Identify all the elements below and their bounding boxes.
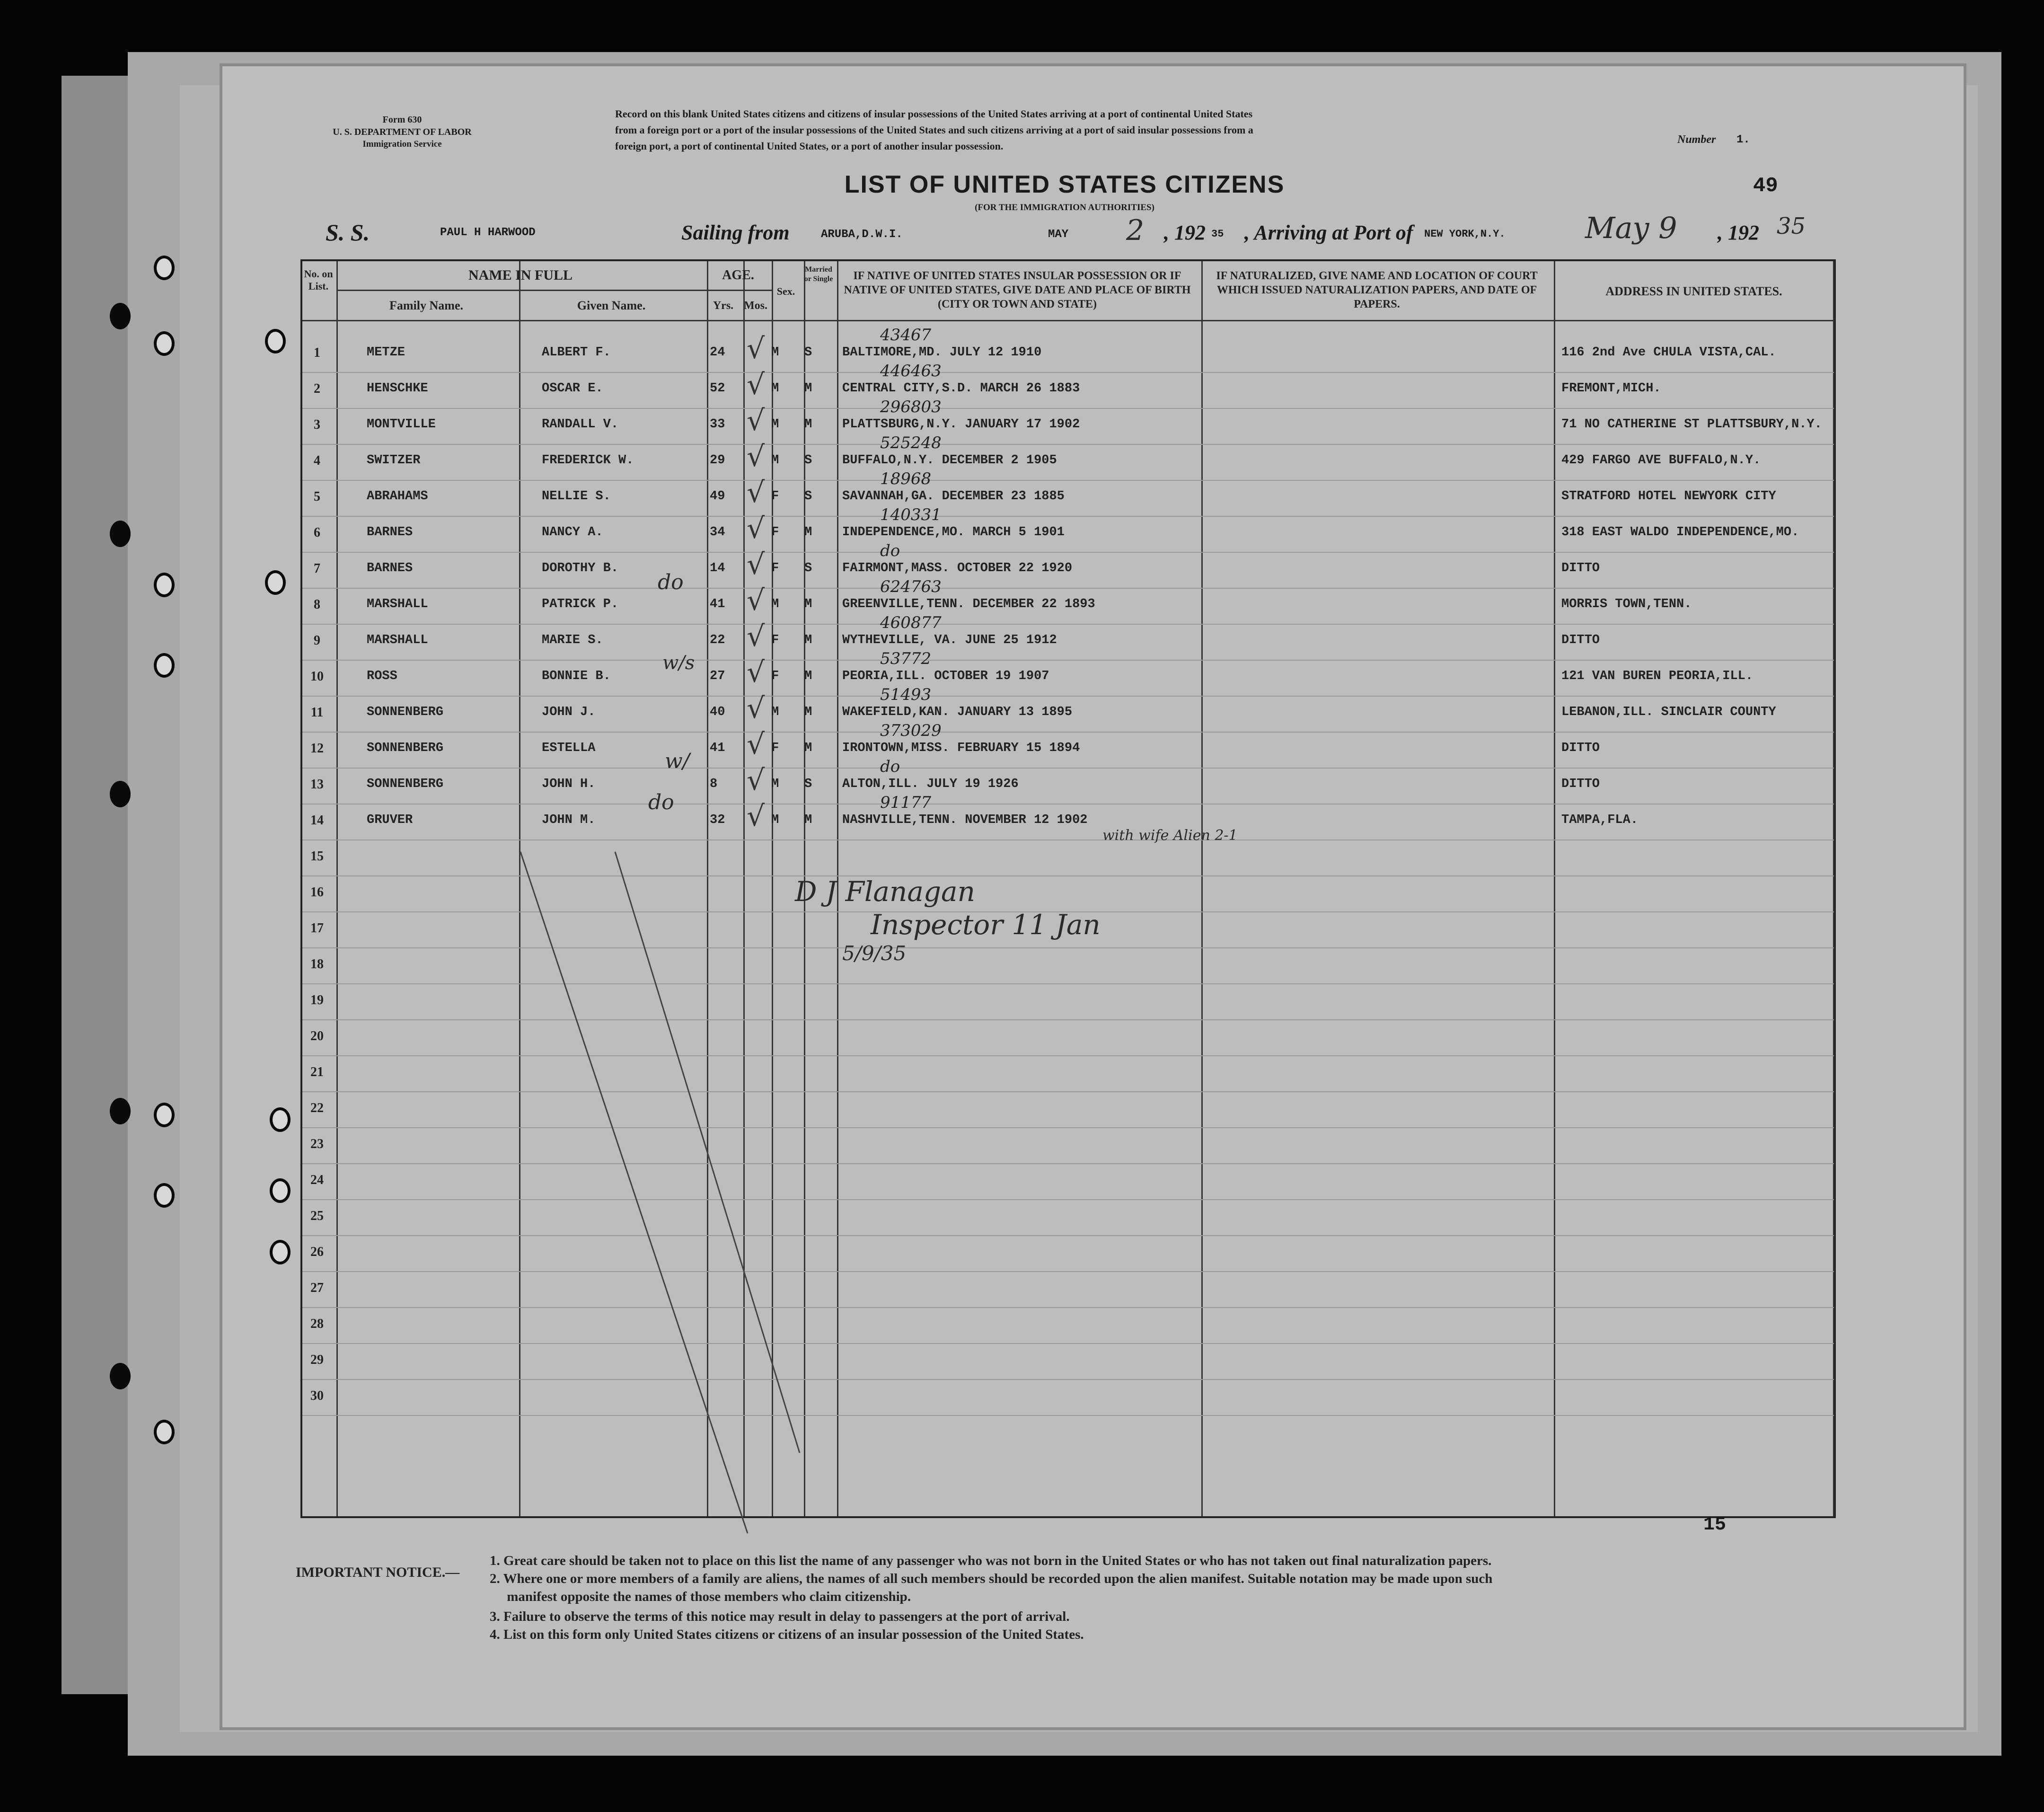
given-name: MARIE S. bbox=[542, 633, 603, 647]
check-mark-icon: √ bbox=[747, 548, 765, 581]
row-number: 19 bbox=[310, 993, 324, 1008]
naturalization-note: 18968 bbox=[880, 469, 932, 488]
header-sex: Sex. bbox=[776, 285, 795, 297]
birth-place-date: CENTRAL CITY,S.D. MARCH 26 1883 bbox=[842, 381, 1080, 396]
header-mos: Mos. bbox=[744, 300, 767, 312]
header-name-in-full: NAME IN FULL bbox=[468, 267, 573, 283]
naturalization-note: 53772 bbox=[880, 649, 932, 668]
family-name: ABRAHAMS bbox=[367, 489, 428, 504]
row-number: 6 bbox=[314, 525, 320, 540]
row-number: 2 bbox=[314, 381, 320, 396]
marital-status: S bbox=[804, 489, 812, 504]
given-name: PATRICK P. bbox=[542, 597, 619, 611]
address: 429 FARGO AVE BUFFALO,N.Y. bbox=[1561, 453, 1761, 468]
form-title: LIST OF UNITED STATES CITIZENS bbox=[844, 171, 1285, 198]
row-number: 14 bbox=[310, 813, 324, 828]
address: DITTO bbox=[1561, 633, 1600, 647]
naturalization-note: do bbox=[880, 757, 900, 776]
given-name: JOHN J. bbox=[542, 705, 596, 719]
row-number: 28 bbox=[310, 1317, 324, 1331]
age-years: 22 bbox=[710, 633, 725, 647]
given-name: RANDALL V. bbox=[542, 417, 619, 432]
sex: F bbox=[771, 489, 779, 504]
department-name: U. S. DEPARTMENT OF LABOR bbox=[333, 127, 472, 137]
birth-place-date: IRONTOWN,MISS. FEBRUARY 15 1894 bbox=[842, 741, 1080, 755]
check-mark-icon: √ bbox=[747, 692, 765, 725]
birth-place-date: ALTON,ILL. JULY 19 1926 bbox=[842, 777, 1019, 791]
notice-item-4: 4. List on this form only United States citizens or citizens of an insular possession of the United States. bbox=[490, 1627, 1084, 1642]
marital-status: M bbox=[804, 669, 812, 683]
notice-item-2-cont: manifest opposite the names of those members who claim citizenship. bbox=[490, 1589, 911, 1604]
address: 318 EAST WALDO INDEPENDENCE,MO. bbox=[1561, 525, 1799, 539]
sex: F bbox=[771, 525, 779, 539]
address: DITTO bbox=[1561, 741, 1600, 755]
row-number: 9 bbox=[314, 633, 320, 648]
instruction-line-1: Record on this blank United States citizens and citizens of insular possessions of the United States arriving at a port of continental United States bbox=[615, 108, 1253, 120]
naturalization-note: 43467 bbox=[880, 326, 932, 345]
header-age: AGE. bbox=[722, 268, 754, 283]
notice-item-2: 2. Where one or more members of a family are aliens, the names of all such members should be recorded upon the alien manifest. Suitable notation may be made upon such bbox=[490, 1571, 1493, 1586]
given-name: ALBERT F. bbox=[542, 345, 611, 360]
sailing-year-suffix: 35 bbox=[1211, 228, 1224, 240]
family-name: SWITZER bbox=[367, 453, 421, 468]
birth-place-date: NASHVILLE,TENN. NOVEMBER 12 1902 bbox=[842, 813, 1088, 827]
arrival-date: May 9 bbox=[1585, 211, 1677, 245]
address: TAMPA,FLA. bbox=[1561, 813, 1639, 827]
margin-note-row-13: do bbox=[648, 790, 674, 814]
naturalization-note: 373029 bbox=[880, 721, 942, 740]
check-mark-icon: √ bbox=[747, 512, 765, 545]
arriving-label: , Arriving at Port of bbox=[1244, 221, 1413, 244]
marital-status: M bbox=[804, 381, 812, 396]
sailing-from-label: Sailing from bbox=[681, 221, 790, 244]
inspector-date: 5/9/35 bbox=[842, 942, 907, 965]
marital-status: S bbox=[804, 453, 812, 468]
age-years: 52 bbox=[710, 381, 725, 396]
age-years: 8 bbox=[710, 777, 718, 791]
bottom-page-number: 15 bbox=[1703, 1514, 1727, 1536]
age-years: 34 bbox=[710, 525, 725, 539]
naturalization-note: 140331 bbox=[880, 505, 942, 524]
age-years: 40 bbox=[710, 705, 725, 719]
header-no-on-list: No. on List. bbox=[304, 268, 333, 292]
given-name: NELLIE S. bbox=[542, 489, 611, 504]
naturalization-note: 624763 bbox=[880, 577, 942, 596]
birth-place-date: INDEPENDENCE,MO. MARCH 5 1901 bbox=[842, 525, 1065, 539]
address: DITTO bbox=[1561, 561, 1600, 575]
family-name: MONTVILLE bbox=[367, 417, 436, 432]
arrival-year-suffix: 35 bbox=[1777, 213, 1806, 239]
check-mark-icon: √ bbox=[747, 764, 765, 797]
address: 71 NO CATHERINE ST PLATTSBURY,N.Y. bbox=[1561, 417, 1822, 432]
service-name: Immigration Service bbox=[362, 139, 442, 149]
family-name: MARSHALL bbox=[367, 597, 428, 611]
address: 116 2nd Ave CHULA VISTA,CAL. bbox=[1561, 345, 1776, 360]
naturalization-note: 446463 bbox=[880, 362, 942, 380]
margin-note-row-9: w/s bbox=[662, 652, 695, 674]
sailing-from-port: ARUBA,D.W.I. bbox=[821, 228, 903, 241]
age-years: 33 bbox=[710, 417, 725, 432]
form-number: Form 630 bbox=[382, 115, 422, 125]
check-mark-icon: √ bbox=[747, 440, 765, 473]
form-subtitle: (FOR THE IMMIGRATION AUTHORITIES) bbox=[975, 203, 1154, 212]
row-number: 18 bbox=[310, 957, 324, 972]
sex: M bbox=[771, 417, 779, 432]
address: LEBANON,ILL. SINCLAIR COUNTY bbox=[1561, 705, 1776, 719]
given-name: JOHN H. bbox=[542, 777, 596, 791]
row-number: 11 bbox=[310, 705, 324, 720]
naturalization-note: 460877 bbox=[880, 613, 942, 632]
inspector-title: Inspector 11 Jan bbox=[871, 909, 1101, 941]
naturalization-note: 51493 bbox=[880, 685, 932, 704]
header-address: ADDRESS IN UNITED STATES. bbox=[1605, 284, 1782, 298]
age-years: 49 bbox=[710, 489, 725, 504]
given-name: ESTELLA bbox=[542, 741, 596, 755]
row-number: 15 bbox=[310, 849, 324, 864]
sex: M bbox=[771, 381, 779, 396]
check-mark-icon: √ bbox=[747, 620, 765, 653]
birth-place-date: BALTIMORE,MD. JULY 12 1910 bbox=[842, 345, 1042, 360]
family-name: SONNENBERG bbox=[367, 741, 444, 755]
header-given-name: Given Name. bbox=[577, 299, 646, 312]
birth-place-date: PLATTSBURG,N.Y. JANUARY 17 1902 bbox=[842, 417, 1080, 432]
marital-status: M bbox=[804, 633, 812, 647]
birth-place-date: PEORIA,ILL. OCTOBER 19 1907 bbox=[842, 669, 1049, 683]
notice-item-1: 1. Great care should be taken not to place on this list the name of any passenger who was not born in the United States or who has not taken out final naturalization papers. bbox=[490, 1553, 1492, 1568]
address: STRATFORD HOTEL NEWYORK CITY bbox=[1561, 489, 1776, 504]
birth-place-date: FAIRMONT,MASS. OCTOBER 22 1920 bbox=[842, 561, 1073, 575]
birth-place-date: GREENVILLE,TENN. DECEMBER 22 1893 bbox=[842, 597, 1095, 611]
naturalization-note: 91177 bbox=[880, 793, 932, 812]
sex: F bbox=[771, 561, 779, 575]
row-number: 12 bbox=[310, 741, 324, 756]
marital-status: M bbox=[804, 741, 812, 755]
sex: M bbox=[771, 345, 779, 360]
sex: F bbox=[771, 741, 779, 755]
check-mark-icon: √ bbox=[747, 728, 765, 761]
notice-item-3: 3. Failure to observe the terms of this notice may result in delay to passengers at the port of arrival. bbox=[490, 1609, 1070, 1624]
given-name: DOROTHY B. bbox=[542, 561, 619, 575]
row-number: 30 bbox=[310, 1388, 324, 1403]
birth-place-date: BUFFALO,N.Y. DECEMBER 2 1905 bbox=[842, 453, 1057, 468]
ss-label: S. S. bbox=[326, 219, 370, 246]
sailing-year-prefix: , 192 bbox=[1164, 221, 1206, 244]
number-label: Number bbox=[1677, 133, 1716, 146]
row-number: 22 bbox=[310, 1101, 324, 1115]
marital-status: M bbox=[804, 597, 812, 611]
row-number: 7 bbox=[314, 561, 320, 576]
marital-status: S bbox=[804, 345, 812, 360]
family-name: GRUVER bbox=[367, 813, 413, 827]
given-name: JOHN M. bbox=[542, 813, 596, 827]
given-name: FREDERICK W. bbox=[542, 453, 634, 468]
family-name: BARNES bbox=[367, 561, 413, 575]
family-name: ROSS bbox=[367, 669, 397, 683]
sex: M bbox=[771, 777, 779, 791]
address: DITTO bbox=[1561, 777, 1600, 791]
header-native: IF NATIVE OF UNITED STATES INSULAR POSSESSION OR IF NATIVE OF UNITED STATES, GIVE DATE AND PLACE OF BIRTH (CITY OR TOWN AND STATE) bbox=[844, 270, 1191, 310]
birth-place-date: WAKEFIELD,KAN. JANUARY 13 1895 bbox=[842, 705, 1073, 719]
margin-note-row-7: do bbox=[658, 570, 684, 594]
row-number: 1 bbox=[314, 345, 320, 360]
header-married: Married or Single bbox=[804, 265, 833, 283]
row-number: 23 bbox=[310, 1137, 324, 1151]
check-mark-icon: √ bbox=[747, 656, 765, 689]
age-years: 41 bbox=[710, 741, 725, 755]
ship-name: PAUL H HARWOOD bbox=[440, 226, 536, 239]
row-number: 21 bbox=[310, 1065, 324, 1079]
sailing-day: 2 bbox=[1126, 214, 1145, 247]
family-name: SONNENBERG bbox=[367, 777, 444, 791]
check-mark-icon: √ bbox=[747, 368, 765, 401]
age-years: 24 bbox=[710, 345, 725, 360]
row-number: 25 bbox=[310, 1209, 324, 1223]
check-mark-icon: √ bbox=[747, 584, 765, 617]
row-number: 17 bbox=[310, 921, 324, 936]
sex: M bbox=[771, 453, 779, 468]
family-name: MARSHALL bbox=[367, 633, 428, 647]
row-number: 20 bbox=[310, 1029, 324, 1043]
given-name: OSCAR E. bbox=[542, 381, 603, 396]
remark-row-14: with wife Alien 2-1 bbox=[1102, 827, 1238, 844]
row-number: 13 bbox=[310, 777, 324, 792]
sailing-month: MAY bbox=[1048, 228, 1069, 241]
row-number: 16 bbox=[310, 885, 324, 900]
naturalization-note: do bbox=[880, 541, 900, 560]
marital-status: S bbox=[804, 777, 812, 791]
marital-status: M bbox=[804, 417, 812, 432]
notice-heading: IMPORTANT NOTICE.— bbox=[296, 1565, 460, 1580]
check-mark-icon: √ bbox=[747, 800, 765, 833]
marital-status: M bbox=[804, 705, 812, 719]
given-name: NANCY A. bbox=[542, 525, 603, 539]
row-number: 4 bbox=[314, 453, 320, 468]
check-mark-icon: √ bbox=[747, 404, 765, 437]
arrival-year-prefix: , 192 bbox=[1718, 221, 1759, 244]
age-years: 41 bbox=[710, 597, 725, 611]
age-years: 32 bbox=[710, 813, 725, 827]
address: MORRIS TOWN,TENN. bbox=[1561, 597, 1692, 611]
header-yrs: Yrs. bbox=[713, 300, 734, 312]
header-naturalized: IF NATURALIZED, GIVE NAME AND LOCATION OF COURT WHICH ISSUED NATURALIZATION PAPERS, AND DATE OF PAPERS. bbox=[1216, 270, 1538, 310]
birth-place-date: SAVANNAH,GA. DECEMBER 23 1885 bbox=[842, 489, 1065, 504]
sex: M bbox=[771, 597, 779, 611]
row-number: 26 bbox=[310, 1245, 324, 1259]
age-years: 29 bbox=[710, 453, 725, 468]
instruction-line-2: from a foreign port or a port of the insular possessions of the United States and such citizens arriving at a port of said insular possessions from a bbox=[615, 124, 1253, 136]
sex: M bbox=[771, 705, 779, 719]
header-family-name: Family Name. bbox=[389, 299, 463, 312]
naturalization-note: 296803 bbox=[880, 398, 942, 416]
row-number: 10 bbox=[310, 669, 324, 684]
age-years: 27 bbox=[710, 669, 725, 683]
row-number: 27 bbox=[310, 1281, 324, 1295]
family-name: HENSCHKE bbox=[367, 381, 428, 396]
address: 121 VAN BUREN PEORIA,ILL. bbox=[1561, 669, 1753, 683]
marital-status: M bbox=[804, 813, 812, 827]
sex: F bbox=[771, 669, 779, 683]
row-number: 5 bbox=[314, 489, 320, 504]
check-mark-icon: √ bbox=[747, 332, 765, 365]
address: FREMONT,MICH. bbox=[1561, 381, 1661, 396]
age-years: 14 bbox=[710, 561, 725, 575]
marital-status: S bbox=[804, 561, 812, 575]
sex: M bbox=[771, 813, 779, 827]
naturalization-note: 525248 bbox=[880, 433, 942, 452]
check-mark-icon: √ bbox=[747, 476, 765, 509]
row-number: 29 bbox=[310, 1352, 324, 1367]
instruction-line-3: foreign port, a port of continental United States, or a port of another insular possession. bbox=[615, 140, 1004, 152]
inspector-signature: D J Flanagan bbox=[795, 875, 975, 908]
birth-place-date: WYTHEVILLE, VA. JUNE 25 1912 bbox=[842, 633, 1057, 647]
sex: F bbox=[771, 633, 779, 647]
family-name: SONNENBERG bbox=[367, 705, 444, 719]
family-name: BARNES bbox=[367, 525, 413, 539]
margin-note-row-12: w/ bbox=[665, 749, 690, 773]
arriving-port: NEW YORK,N.Y. bbox=[1424, 228, 1506, 240]
marital-status: M bbox=[804, 525, 812, 539]
row-number: 3 bbox=[314, 417, 320, 432]
page-number: 49 bbox=[1753, 174, 1778, 198]
number-value: 1. bbox=[1736, 133, 1750, 146]
row-number: 8 bbox=[314, 597, 320, 612]
row-number: 24 bbox=[310, 1173, 324, 1187]
given-name: BONNIE B. bbox=[542, 669, 611, 683]
family-name: METZE bbox=[367, 345, 405, 360]
